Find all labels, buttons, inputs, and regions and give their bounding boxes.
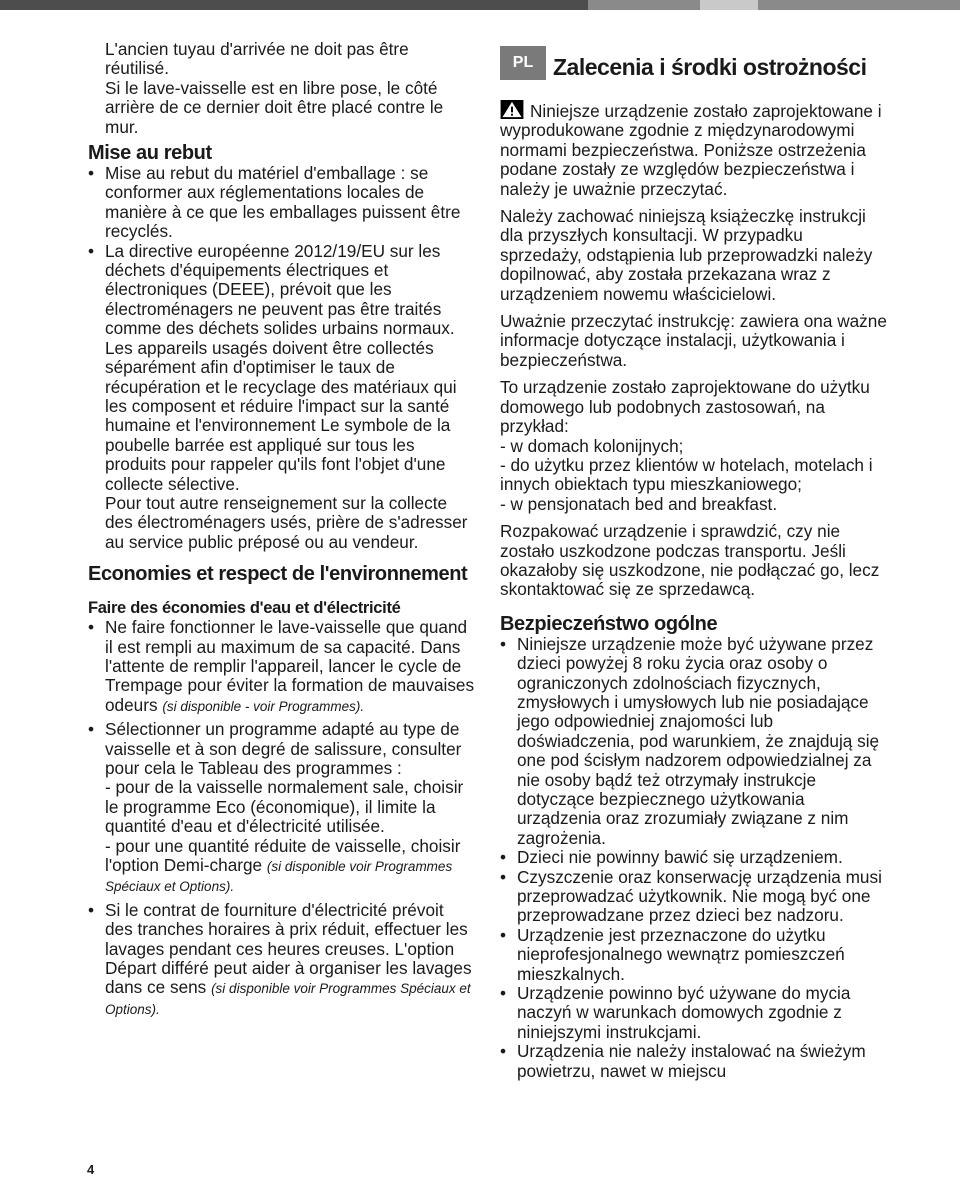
- language-badge-pl: PL: [500, 46, 546, 80]
- bullet-text: Ne faire fonctionner le lave-vaisselle que quand il est rempli au maximum de sa capacité. Dans l'attente de remplir l'appareil, lancer le cycle de Trempage pour éviter la formation de mauvaises odeurs: [105, 617, 475, 715]
- intended-use-item: - do użytku przez klientów w hotelach, motelach i innych obiektach typu mieszkaniowego;: [500, 454, 873, 495]
- list-item: • Urządzenia nie należy instalować na świeżym powietrzu, nawet w miejscu: [500, 1041, 866, 1081]
- list-item: • Urządzenie powinno być używane do mycia naczyń w warunkach domowych zgodnie z niniejszymi instrukcjami.: [500, 983, 851, 1042]
- bullet-text: Dzieci nie powinny bawić się urządzeniem.: [517, 847, 843, 868]
- availability-note: (si disponible voir Programmes Spéciaux et Options).: [105, 859, 453, 895]
- mise-au-rebut-list: [88, 164, 476, 494]
- heading-mise-au-rebut: Mise au rebut: [88, 142, 212, 165]
- intro-paragraph: [500, 100, 888, 199]
- top-bar-mid-segment-2: [758, 0, 960, 10]
- bullet-text: Urządzenie jest przeznaczone do użytku nieprofesjonalnego wewnątrz pomieszczeń mieszkalnych.: [517, 924, 845, 984]
- list-item: • La directive européenne 2012/19/EU sur les déchets d'équipements électriques et électroniques (DEEE), prévoit que les électroménagers ne peuvent pas être traités comme des déchets solides urbains normaux. Les appareils usagés doivent être collectés séparément afin d'optimiser le taux de récupération et le recyclage des matériaux qui les composent et réduire l'impact sur la santé humaine et l'environnement Le symbole de la poubelle barrée est appliqué sur tous les produits pour rappeler qu'ils font l'objet d'une collecte sélective.: [88, 240, 457, 494]
- unpack-paragraph: Rozpakować urządzenie i sprawdzić, czy nie zostało uszkodzone podczas transportu. Jeśli okazałoby się uszkodzone, nie podłączać go, lecz skontaktować się ze sprzedawcą.: [500, 521, 880, 600]
- intended-use-item: - w domach kolonijnych;: [500, 435, 684, 456]
- intro-text: Niniejsze urządzenie zostało zaprojektowane i wyprodukowane zgodnie z międzynarodowymi normami bezpieczeństwa. Poniższe ostrzeżenia podane zostały ze względów bezpieczeństwa i należy je uważnie przeczytać.: [500, 101, 882, 199]
- french-column: [88, 40, 476, 1019]
- polish-column: [500, 100, 888, 1081]
- list-item: • Urządzenie jest przeznaczone do użytku nieprofesjonalnego wewnątrz pomieszczeń mieszkalnych.: [500, 924, 845, 984]
- intro-paragraph-1: L'ancien tuyau d'arrivée ne doit pas être réutilisé.: [105, 39, 409, 79]
- list-item: • Niniejsze urządzenie może być używane przez dzieci powyżej 8 roku życia oraz osoby o ograniczonych zdolnościach fizycznych, zmysłowych i umysłowych lub nie posiadające jego odpowiedniej znajomości lub doświadczenia, pod warunkiem, że znajdują się one pod ścisłym nadzorem odpowiedzialnej za nie osoby bądź też otrzymały instrukcje dotyczące bezpiecznego użytkowania urządzenia oraz zrozumiały związane z nim zagrożenia.: [500, 633, 880, 848]
- list-item: • Mise au rebut du matériel d'emballage : se conformer aux réglementations locales de manière à ce que les emballages puissent être recyclés.: [88, 163, 461, 242]
- list-item: • Sélectionner un programme adapté au type de vaisselle et à son degré de salissure, consulter pour cela le Tableau des programmes : - pour de la vaisselle normalement sale, choisir le programme Eco (économique), il limite la quantité d'eau et d'électricité utilisée. - pour une quantité réduite de vaisselle, choisir l'option Demi-charge (si disponible voir Programmes Spéciaux et Options).: [88, 719, 464, 895]
- bullet-text: Mise au rebut du matériel d'emballage : se conformer aux réglementations locales de manière à ce que les emballages puissent être recyclés.: [105, 163, 461, 242]
- top-bar-dark-segment: [0, 0, 588, 10]
- intended-use-item: - w pensjonatach bed and breakfast.: [500, 493, 778, 514]
- top-bar-light-segment: [700, 0, 758, 10]
- warning-triangle-icon: [500, 100, 524, 119]
- bullet-subline: - pour une quantité réduite de vaisselle, choisir l'option Demi-charge: [105, 835, 461, 876]
- list-item: • Czyszczenie oraz konserwację urządzenia musi przeprowadzać użytkownik. Nie mogą być one przeprowadzane przez dzieci bez nadzoru.: [500, 866, 882, 926]
- section-title: Zalecenia i środki ostrożności: [553, 54, 867, 80]
- bullet-text: Niniejsze urządzenie może być używane przez dzieci powyżej 8 roku życia oraz osoby o ograniczonych zdolnościach fizycznych, zmysłowych i umysłowych lub nie posiadające jego odpowiedniej znajomości lub doświadczenia, pod warunkiem, że znajdują się one pod ścisłym nadzorem odpowiedzialnej za nie osoby bądź też otrzymały instrukcje dotyczące bezpiecznego użytkowania urządzenia oraz zrozumiały związane z nim zagrożenia.: [517, 633, 880, 848]
- list-item: • Si le contrat de fourniture d'électricité prévoit des tranches horaires à prix réduit, effectuer les lavages pendant ces heures creuses. L'option Départ différé peut aider à organiser les lavages dans ce sens (si disponible voir Programmes Spéciaux et Options).: [88, 899, 472, 1017]
- intended-use-paragraph: To urządzenie zostało zaprojektowane do użytku domowego lub podobnych zastosowań, na przykład:: [500, 377, 870, 437]
- economies-list: [88, 618, 476, 1019]
- collecte-paragraph: Pour tout autre renseignement sur la collecte des électroménagers usés, prière de s'adresser au service public préposé ou au vendeur.: [105, 492, 468, 552]
- safety-list: [500, 635, 888, 1081]
- bullet-text: Urządzenie powinno być używane do mycia naczyń w warunkach domowych zgodnie z niniejszymi instrukcjami.: [517, 983, 851, 1042]
- bullet-subline: - pour de la vaisselle normalement sale, choisir le programme Eco (économique), il limite la quantité d'eau et d'électricité utilisée.: [105, 777, 464, 837]
- list-item: • Ne faire fonctionner le lave-vaisselle que quand il est rempli au maximum de sa capacité. Dans l'attente de remplir l'appareil, lancer le cycle de Trempage pour éviter la formation de mauvaises odeurs (si disponible - voir Programmes).: [88, 617, 475, 715]
- top-bar-mid-segment: [588, 0, 700, 10]
- bullet-text: Si le contrat de fourniture d'électricité prévoit des tranches horaires à prix réduit, effectuer les lavages pendant ces heures creuses. L'option Départ différé peut aider à organiser les lavages dans ce sens: [105, 899, 472, 998]
- bullet-text: Sélectionner un programme adapté au type de vaisselle et à son degré de salissure, consulter pour cela le Tableau des programmes :: [105, 719, 462, 778]
- heading-economies: Economies et respect de l'environnement: [88, 563, 468, 586]
- subheading-economies: Faire des économies d'eau et d'électricité: [88, 599, 401, 618]
- bullet-text: Urządzenia nie należy instalować na świeżym powietrzu, nawet w miejscu: [517, 1041, 866, 1081]
- top-color-bar: [0, 0, 960, 10]
- bullet-text: La directive européenne 2012/19/EU sur les déchets d'équipements électriques et électroniques (DEEE), prévoit que les électroménagers ne peuvent pas être traités comme des déchets solides urbains normaux. Les appareils usagés doivent être collectés séparément afin d'optimiser le taux de récupération et le recyclage des matériaux qui les composent et réduire l'impact sur la santé humaine et l'environnement Le symbole de la poubelle barrée est appliqué sur tous les produits pour rappeler qu'ils font l'objet d'une collecte sélective.: [105, 240, 457, 494]
- heading-general-safety: Bezpieczeństwo ogólne: [500, 612, 718, 635]
- intro-paragraph-2: Si le lave-vaisselle est en libre pose, le côté arrière de ce dernier doit être placé contre le mur.: [105, 77, 444, 137]
- page-number: 4: [87, 1162, 95, 1177]
- availability-note: (si disponible voir Programmes Spéciaux et Options).: [105, 981, 471, 1017]
- read-carefully-paragraph: Uważnie przeczytać instrukcję: zawiera ona ważne informacje dotyczące instalacji, użytkowania i bezpieczeństwa.: [500, 311, 887, 370]
- bullet-text: Czyszczenie oraz konserwację urządzenia musi przeprowadzać użytkownik. Nie mogą być one przeprowadzane przez dzieci bez nadzoru.: [517, 866, 882, 926]
- availability-note: (si disponible - voir Programmes).: [162, 698, 365, 714]
- keep-manual-paragraph: Należy zachować niniejszą książeczkę instrukcji dla przyszłych konsultacji. W przypadku sprzedaży, odstąpienia lub przeprowadzki należy dopilnować, aby została przekazana wraz z urządzeniem nowemu właścicielowi.: [500, 206, 873, 304]
- list-item: • Dzieci nie powinny bawić się urządzeniem.: [500, 847, 843, 868]
